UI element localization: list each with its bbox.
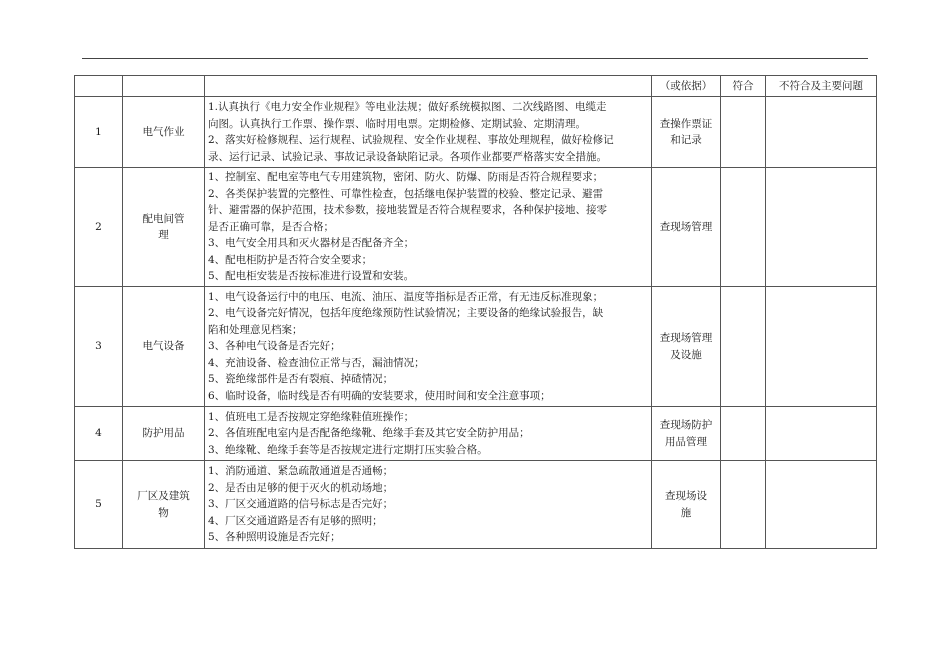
top-rule: [82, 58, 868, 59]
row-content: [205, 97, 652, 168]
table-row: [75, 461, 877, 549]
header-basis: （或依据）: [652, 76, 721, 97]
header-col-3: [205, 76, 652, 97]
method-text: 查操作票证和记录: [659, 117, 713, 146]
content-line: 向图。认真执行工作票、操作票、临时用电票。定期检修、定期试验、定期清理。: [208, 117, 586, 130]
content-line: 1、值班电工是否按规定穿绝缘鞋值班操作；: [208, 410, 415, 423]
row-conform-cell[interactable]: [721, 168, 766, 287]
header-problems: 不符合及主要问题: [766, 76, 877, 97]
row-number: 1: [75, 97, 123, 168]
content-line: 6、临时设备，临时线是否有明确的安装要求，使用时间和安全注意事项；: [208, 389, 551, 402]
row-method: [652, 461, 721, 549]
content-line: 是否正确可靠，是否合格；: [208, 220, 334, 233]
row-number: 4: [75, 407, 123, 461]
header-conform: 符合: [721, 76, 766, 97]
table-row: [75, 407, 877, 461]
content-line: 针、避雷器的保护范围，技术参数，接地装置是否符合规程要求，各种保护接地、接零: [208, 204, 607, 217]
content-line: 2、是否由足够的便于灭火的机动场地；: [208, 481, 394, 494]
content-line: 2、落实好检修规程、运行规程、试验规程、安全作业规程、事故处理规程，做好检修记: [208, 134, 614, 146]
header-row: [75, 76, 877, 97]
item-text: 厂区及建筑物: [137, 490, 190, 519]
content-line: 5、配电柜安装是否按标准进行设置和安装。: [208, 270, 415, 283]
item-text: 配电间管理: [142, 212, 185, 241]
row-content: [205, 407, 652, 461]
content-line: 5、各种照明设施是否完好；: [208, 531, 341, 544]
row-problems-cell[interactable]: [766, 168, 877, 287]
table-row: [75, 168, 877, 287]
content-line: 1.认真执行《电力安全作业规程》等电业法规；做好系统模拟图、二次线路图、电缆走: [208, 101, 607, 113]
content-line: 1、控制室、配电室等电气专用建筑物，密闭、防火、防爆、防雨是否符合规程要求；: [208, 171, 604, 184]
row-conform-cell[interactable]: [721, 461, 766, 549]
table-row: [75, 287, 877, 407]
row-content: [205, 461, 652, 549]
content-line: 3、厂区交通道路的信号标志是否完好；: [208, 498, 394, 511]
row-content: [205, 287, 652, 407]
method-text: 查现场设施: [665, 490, 707, 519]
content-line: 5、瓷绝缘部件是否有裂痕、掉碴情况；: [208, 373, 394, 386]
method-text: 查现场管理及设施: [659, 332, 713, 361]
row-conform-cell[interactable]: [721, 287, 766, 407]
row-number: 2: [75, 168, 123, 287]
content-line: 4、配电柜防护是否符合安全要求；: [208, 253, 373, 266]
content-line: 4、厂区交通道路是否有足够的照明；: [208, 514, 383, 527]
header-col-2: [123, 76, 205, 97]
content-line: 录、运行记录、试验记录、事故记录设备缺陷记录。各项作业都要严格落实安全措施。: [208, 150, 607, 163]
row-method: [652, 407, 721, 461]
row-item: [123, 168, 205, 287]
table-row: [75, 97, 877, 168]
content-line: 4、充油设备、检查油位正常与否，漏油情况；: [208, 356, 425, 369]
content-line: 1、消防通道、紧急疏散通道是否通畅；: [208, 465, 394, 478]
row-problems-cell[interactable]: [766, 97, 877, 168]
method-text: 查现场管理: [659, 220, 713, 233]
row-number: 3: [75, 287, 123, 407]
row-method: [652, 168, 721, 287]
content-line: 2、各值班配电室内是否配备绝缘靴、绝缘手套及其它安全防护用品；: [208, 427, 530, 440]
content-line: 3、绝缘靴、绝缘手套等是否按规定进行定期打压实验合格。: [208, 443, 488, 456]
inspection-table: [74, 75, 877, 549]
content-line: 3、电气安全用具和灭火器材是否配备齐全；: [208, 237, 415, 250]
row-number: 5: [75, 461, 123, 549]
row-item: 电气作业: [123, 97, 205, 168]
row-item: [123, 461, 205, 549]
row-method: [652, 97, 721, 168]
row-problems-cell[interactable]: [766, 461, 877, 549]
content-line: 陷和处理意见档案；: [208, 323, 303, 336]
row-problems-cell[interactable]: [766, 287, 877, 407]
method-text: 查现场防护用品管理: [659, 419, 713, 448]
row-item: 防护用品: [123, 407, 205, 461]
header-col-1: [75, 76, 123, 97]
row-content: [205, 168, 652, 287]
content-line: 2、电气设备完好情况，包括年度绝缘预防性试验情况；主要设备的绝缘试验报告，缺: [208, 307, 604, 320]
row-problems-cell[interactable]: [766, 407, 877, 461]
content-line: 2、各类保护装置的完整性、可靠性检查，包括继电保护装置的校验、整定记录、避雷: [208, 187, 604, 200]
content-line: 1、电气设备运行中的电压、电流、油压、温度等指标是否正常，有无违反标准现象；: [208, 290, 604, 303]
row-conform-cell[interactable]: [721, 97, 766, 168]
content-line: 3、各种电气设备是否完好；: [208, 340, 341, 353]
row-method: [652, 287, 721, 407]
row-conform-cell[interactable]: [721, 407, 766, 461]
row-item: 电气设备: [123, 287, 205, 407]
